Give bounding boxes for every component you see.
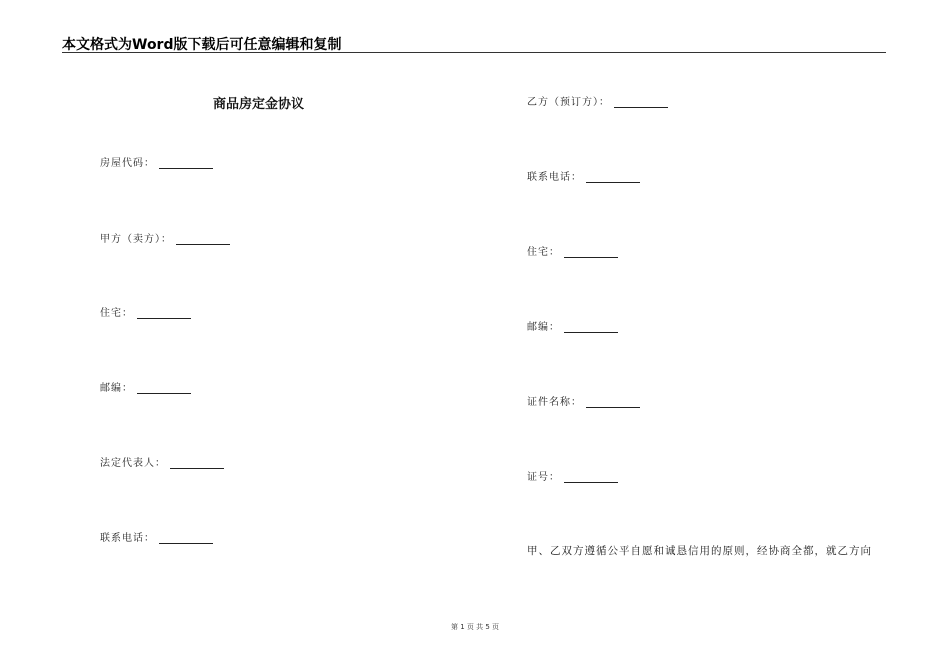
fill-in-blank bbox=[176, 232, 230, 245]
field-legal-representative bbox=[100, 454, 224, 469]
page-header: 本文格式为Word版下载后可任意编辑和复制 bbox=[62, 37, 342, 53]
page-footer: 第 1 页 共 5 页 bbox=[450, 623, 500, 631]
fill-in-blank bbox=[159, 531, 213, 544]
field-house-code bbox=[100, 154, 213, 169]
field-party-b bbox=[527, 93, 668, 108]
fill-in-blank bbox=[614, 95, 668, 108]
field-postcode-b bbox=[527, 318, 618, 333]
fill-in-blank bbox=[586, 395, 640, 408]
fill-in-blank bbox=[137, 381, 191, 394]
field-party-a bbox=[100, 230, 230, 245]
field-residence-b bbox=[527, 243, 618, 258]
header-divider bbox=[62, 52, 886, 53]
fill-in-blank bbox=[586, 170, 640, 183]
field-label: 证件名称： bbox=[527, 397, 582, 408]
field-postcode-a bbox=[100, 379, 191, 394]
document-title: 商品房定金协议 bbox=[213, 97, 305, 112]
field-label: 邮编： bbox=[100, 383, 133, 394]
fill-in-blank bbox=[564, 470, 618, 483]
fill-in-blank bbox=[159, 156, 213, 169]
fill-in-blank bbox=[170, 456, 224, 469]
field-label: 住宅： bbox=[527, 247, 560, 258]
field-label: 法定代表人： bbox=[100, 458, 166, 469]
field-label: 联系电话： bbox=[527, 172, 582, 183]
field-id-number bbox=[527, 468, 618, 483]
field-id-type bbox=[527, 393, 640, 408]
agreement-paragraph: 甲、乙双方遵循公平自愿和诚恳信用的原则，经协商全都，就乙方向 bbox=[527, 545, 872, 557]
field-residence-a bbox=[100, 304, 191, 319]
fill-in-blank bbox=[564, 245, 618, 258]
field-label: 甲方（卖方）： bbox=[100, 234, 172, 245]
field-phone-a bbox=[100, 529, 213, 544]
fill-in-blank bbox=[137, 306, 191, 319]
field-label: 住宅： bbox=[100, 308, 133, 319]
field-phone-b bbox=[527, 168, 640, 183]
fill-in-blank bbox=[564, 320, 618, 333]
field-label: 联系电话： bbox=[100, 533, 155, 544]
field-label: 证号： bbox=[527, 472, 560, 483]
field-label: 乙方（预订方）： bbox=[527, 97, 610, 108]
field-label: 房屋代码： bbox=[100, 158, 155, 169]
field-label: 邮编： bbox=[527, 322, 560, 333]
